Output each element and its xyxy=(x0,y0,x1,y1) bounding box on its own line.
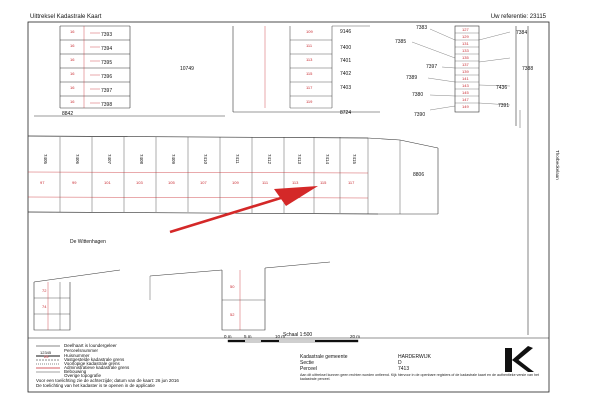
scale-bar xyxy=(228,340,358,342)
parcel-7436: 7436 xyxy=(496,85,508,91)
parcel-7415: 7415 xyxy=(352,154,357,165)
parcel-8806: 8806 xyxy=(413,172,425,178)
house-number: 99 xyxy=(72,180,77,185)
scale-tick: 10 m xyxy=(275,334,286,339)
parcel-7380: 7380 xyxy=(412,92,424,98)
info-label: Sectie xyxy=(300,360,314,366)
block-top-right xyxy=(412,26,528,335)
house-number: 109 xyxy=(306,29,313,34)
house-number: 113 xyxy=(292,180,299,185)
parcel-7406: 7406 xyxy=(75,154,80,165)
house-number: 143 xyxy=(462,83,469,88)
house-number: 50 xyxy=(230,284,235,289)
legend-item: Overige topografie xyxy=(64,373,102,378)
parcel-7400: 7400 xyxy=(340,45,352,51)
info-label: Perceel xyxy=(300,366,317,372)
house-number: 101 xyxy=(104,180,111,185)
parcel-7396: 7396 xyxy=(101,74,113,80)
block-lower-middle xyxy=(150,262,330,330)
house-number: 111 xyxy=(262,180,269,185)
parcel-7409: 7409 xyxy=(171,154,176,165)
parcel-7412: 7412 xyxy=(267,154,272,165)
house-number: 117 xyxy=(348,180,355,185)
parcel-8842: 8842 xyxy=(62,111,74,117)
parcel-8724: 8724 xyxy=(340,110,352,116)
scale-tick: 20 m xyxy=(350,334,361,339)
scale-label: Schaal 1:500 xyxy=(283,332,313,338)
reference-label: Uw referentie: 23115 xyxy=(490,14,546,20)
house-number: 105 xyxy=(168,180,175,185)
legend-item: Voorlopige kadastrale grens xyxy=(64,361,120,366)
parcel-7410: 7410 xyxy=(203,154,208,165)
parcel-7393: 7393 xyxy=(101,32,113,38)
house-number: 119 xyxy=(306,99,313,104)
parcel-7405: 7405 xyxy=(43,154,48,165)
parcel-7413: 7413 xyxy=(297,154,302,165)
house-number: 149 xyxy=(462,104,469,109)
house-number: 16 xyxy=(70,99,75,104)
legend-sample-house: 25 xyxy=(44,354,49,359)
house-number: 74 xyxy=(42,304,47,309)
house-number: 72 xyxy=(42,288,47,293)
legend-footnote: De toelichting van het kadaster is te openen in de applicatie xyxy=(36,383,155,388)
parcel-7391: 7391 xyxy=(498,103,510,109)
house-number: 137 xyxy=(462,62,469,67)
location-arrow xyxy=(170,186,318,232)
map-title: Uittreksel Kadastrale Kaart xyxy=(30,14,102,20)
parcel-7384: 7384 xyxy=(516,30,528,36)
house-number: 145 xyxy=(462,90,469,95)
house-number: 129 xyxy=(462,34,469,39)
house-number: 16 xyxy=(70,43,75,48)
house-number: 103 xyxy=(136,180,143,185)
legend-sample-number: 12345 xyxy=(40,350,52,355)
parcel-9146: 9146 xyxy=(340,29,352,35)
house-number: 52 xyxy=(230,312,235,317)
parcel-10749: 10749 xyxy=(180,66,194,72)
legend-item: Perceelsnummer xyxy=(64,348,99,353)
house-number: 117 xyxy=(306,85,313,90)
parcel-7411: 7411 xyxy=(235,154,240,164)
house-number: 109 xyxy=(232,180,239,185)
legend-item: Vastgestelde kadastrale grens xyxy=(64,357,125,362)
house-number: 139 xyxy=(462,69,469,74)
info-value: 7413 xyxy=(398,366,410,372)
house-number: 111 xyxy=(306,43,313,48)
house-number: 115 xyxy=(306,71,313,76)
legend-item: Administratieve kadastrale grens xyxy=(64,365,130,370)
parcel-7401: 7401 xyxy=(340,58,352,64)
info-value: D xyxy=(398,360,402,366)
scale-tick: 0 m xyxy=(224,334,232,339)
parcel-7395: 7395 xyxy=(101,60,113,66)
house-number: 147 xyxy=(462,97,469,102)
side-street-label: Thorbeckelaan xyxy=(555,150,560,180)
parcel-7414: 7414 xyxy=(325,154,330,165)
house-number: 16 xyxy=(70,71,75,76)
parcel-7398: 7398 xyxy=(101,102,113,108)
legend-item: Deelhaart is loundergeleer xyxy=(64,343,117,348)
block-row-parcels xyxy=(28,136,438,214)
parcel-7389: 7389 xyxy=(406,75,418,81)
info-value: HARDERWIJK xyxy=(398,354,431,360)
house-number: 131 xyxy=(462,41,469,46)
parcel-7388: 7388 xyxy=(522,66,534,72)
parcel-7390: 7390 xyxy=(414,112,426,118)
info-label: Kadastrale gemeente xyxy=(300,354,348,360)
house-number: 141 xyxy=(462,76,469,81)
scale-tick: 5 m xyxy=(244,334,252,339)
legend-item: Bebouwing xyxy=(64,369,87,374)
parcel-7385: 7385 xyxy=(395,39,407,45)
parcel-7383: 7383 xyxy=(416,25,428,31)
parcel-7394: 7394 xyxy=(101,46,113,52)
info-disclaimer: Aan dit uittreksel kunnen geen rechten worden ontleend. Kijk hiervoor in de openbare registers of de kadastrale kaart en de authentieke versie van het kadastrale perceel. xyxy=(300,373,539,382)
parcel-7407: 7407 xyxy=(107,154,112,165)
house-number: 16 xyxy=(70,29,75,34)
parcel-7408: 7408 xyxy=(139,154,144,165)
legend-item: Huisnummer xyxy=(64,353,90,358)
parcel-7397: 7397 xyxy=(101,88,113,94)
house-number: 115 xyxy=(320,180,327,185)
parcel-7402: 7402 xyxy=(340,71,352,77)
legend-footnote: Voor een toelichting zie de achterzijde; datum van de kaart: 26 jun 2016 xyxy=(36,378,179,383)
street-label: De Wittenhagen xyxy=(70,239,106,245)
house-number: 16 xyxy=(70,57,75,62)
house-number: 135 xyxy=(462,55,469,60)
parcel-7403: 7403 xyxy=(340,85,352,91)
house-number: 107 xyxy=(200,180,207,185)
block-top-left xyxy=(34,26,225,116)
parcel-7397b: 7397 xyxy=(426,64,438,70)
kadaster-logo xyxy=(505,346,534,372)
house-number: 127 xyxy=(462,27,469,32)
house-number: 16 xyxy=(70,85,75,90)
house-number: 133 xyxy=(462,48,469,53)
house-number: 113 xyxy=(306,57,313,62)
block-lower-left xyxy=(34,270,120,330)
house-number: 97 xyxy=(40,180,45,185)
